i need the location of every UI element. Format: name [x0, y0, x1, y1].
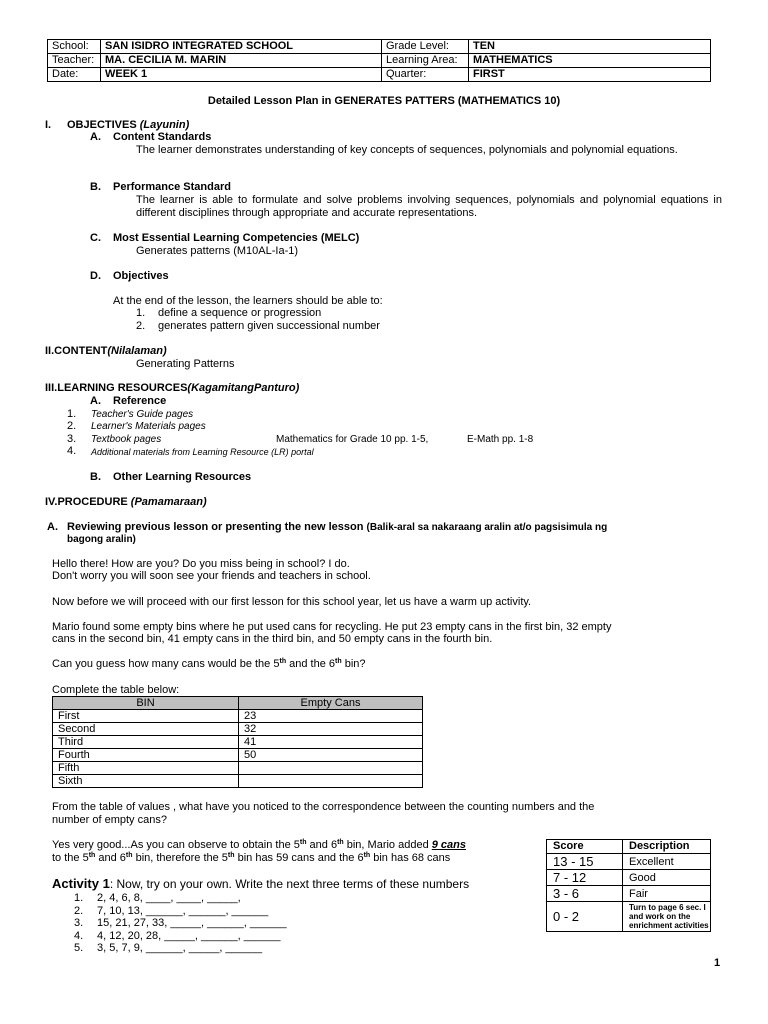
teacher-label: Teacher: — [48, 54, 101, 68]
objective-item: generates pattern given successional number — [158, 320, 380, 332]
objectives-d-title: Objectives — [113, 270, 169, 282]
score-cell: 3 - 6 — [547, 886, 623, 902]
activity-item: 7, 10, 13, ______, ______, ______ — [97, 905, 269, 917]
description-cell: Good — [623, 870, 711, 886]
bins-header-cans: Empty Cans — [239, 697, 423, 710]
score-table — [546, 839, 711, 932]
page-number: 1 — [714, 957, 721, 969]
cans-cell — [239, 762, 423, 775]
paragraph: Don't worry you will soon see your friends and teachers in school. — [52, 570, 371, 582]
area-value: MATHEMATICS — [469, 54, 711, 68]
date-value: WEEK 1 — [101, 68, 382, 82]
table-row — [547, 870, 711, 886]
table-row — [547, 886, 711, 902]
procedure-a-subtitle: bagong aralin) — [67, 534, 136, 545]
content-heading: II.CONTENT(Nilalaman) — [45, 345, 167, 357]
description-cell: Excellent — [623, 854, 711, 870]
textbook-ref-2: E-Math pp. 1-8 — [467, 434, 534, 445]
resource-item-num: 4. — [67, 445, 77, 457]
explanation: to the 5th and 6th bin, therefore the 5th bin has 59 cans and the 6th bin has 68 cans — [52, 852, 451, 864]
activity-item: 4, 12, 20, 28, _____, ______, ______ — [97, 930, 281, 942]
procedure-a-title: Reviewing previous lesson or presenting the new lesson (Balik-aral sa nakaraang aralin at/o pagsisimula ng — [67, 521, 608, 533]
bin-cell: Fifth — [53, 762, 239, 775]
cans-cell: 50 — [239, 749, 423, 762]
paragraph: Mario found some empty bins where he put used cans for recycling. He put 23 empty cans in the first bin, 32 empty — [52, 621, 612, 633]
reference-title: Reference — [113, 395, 167, 407]
activity-item-num: 2. — [74, 905, 84, 917]
cans-cell — [239, 775, 423, 788]
cans-cell: 41 — [239, 736, 423, 749]
area-label: Learning Area: — [382, 54, 469, 68]
resource-item-num: 2. — [67, 420, 77, 432]
bin-cell: First — [53, 710, 239, 723]
document-title: Detailed Lesson Plan in GENERATES PATTERS (MATHEMATICS 10) — [207, 95, 561, 107]
bin-cell: Fourth — [53, 749, 239, 762]
header-row — [48, 54, 711, 68]
reference-num: A. — [90, 395, 101, 407]
bins-table — [52, 696, 423, 788]
melc-title: Most Essential Learning Competencies (MELC) — [113, 232, 360, 244]
paragraph: number of empty cans? — [52, 814, 167, 826]
other-resources-title: Other Learning Resources — [113, 471, 252, 483]
paragraph: From the table of values , what have you noticed to the correspondence between the counting numbers and the — [52, 801, 595, 813]
bin-cell: Second — [53, 723, 239, 736]
table-row — [53, 775, 423, 788]
performance-standard-title: Performance Standard — [113, 181, 231, 193]
activity-item: 15, 21, 27, 33, _____, ______, ______ — [97, 917, 287, 929]
teacher-value: MA. CECILIA M. MARIN — [101, 54, 382, 68]
resource-item: Additional materials from Learning Resource (LR) portal — [91, 447, 314, 457]
content-standards-text: The learner demonstrates understanding of key concepts of sequences, polynomials and polynomial equations. — [136, 144, 678, 156]
table-row — [53, 723, 423, 736]
other-resources-num: B. — [90, 471, 101, 483]
question: Can you guess how many cans would be the 5th and the 6th bin? — [52, 658, 366, 670]
score-header: Score — [547, 840, 623, 854]
table-row — [53, 762, 423, 775]
description-header: Description — [623, 840, 711, 854]
activity-heading: Activity 1: Now, try on your own. Write the next three terms of these numbers — [52, 876, 470, 891]
objectives-intro: At the end of the lesson, the learners should be able to: — [113, 295, 383, 307]
resource-item: Textbook pages — [91, 434, 162, 445]
content-standards-title: Content Standards — [113, 131, 212, 143]
score-table-header — [547, 840, 711, 854]
grade-value: TEN — [469, 40, 711, 54]
paragraph: cans in the second bin, 41 empty cans in the third bin, and 50 empty cans in the fourth bin. — [52, 633, 493, 645]
objectives-d-num: D. — [90, 270, 101, 282]
explanation: Yes very good...As you can observe to obtain the 5th and 6th bin, Mario added 9 cans — [52, 839, 466, 851]
melc-text: Generates patterns (M10AL-Ia-1) — [136, 245, 299, 257]
bin-cell: Third — [53, 736, 239, 749]
cans-cell: 32 — [239, 723, 423, 736]
bins-table-header — [53, 697, 423, 710]
activity-item-num: 4. — [74, 930, 84, 942]
content-text: Generating Patterns — [136, 358, 235, 370]
quarter-label: Quarter: — [382, 68, 469, 82]
school-label: School: — [48, 40, 101, 54]
score-cell: 13 - 15 — [547, 854, 623, 870]
header-row — [48, 40, 711, 54]
table-row — [53, 749, 423, 762]
school-value: SAN ISIDRO INTEGRATED SCHOOL — [101, 40, 382, 54]
procedure-a-num: A. — [47, 521, 58, 533]
objective-item-num: 2. — [136, 320, 146, 332]
quarter-value: FIRST — [469, 68, 711, 82]
table-row — [547, 902, 711, 932]
header-row — [48, 68, 711, 82]
score-cell: 0 - 2 — [547, 902, 623, 932]
score-cell: 7 - 12 — [547, 870, 623, 886]
paragraph: Now before we will proceed with our first lesson for this school year, let us have a warm up activity. — [52, 596, 532, 608]
bin-cell: Sixth — [53, 775, 239, 788]
activity-item-num: 5. — [74, 942, 84, 954]
performance-standard-num: B. — [90, 181, 101, 193]
description-cell: Fair — [623, 886, 711, 902]
resource-item: Teacher's Guide pages — [91, 409, 194, 420]
activity-item: 3, 5, 7, 9, ______, _____, ______ — [97, 942, 263, 954]
melc-num: C. — [90, 232, 101, 244]
header-table — [47, 39, 711, 82]
objective-item-num: 1. — [136, 307, 146, 319]
resource-item-num: 3. — [67, 433, 77, 445]
performance-standard-text: The learner is able to formulate and solve problems involving sequences, polynomials and polynomial equations in different disciplines through appropriate and accurate representations. — [136, 194, 722, 219]
grade-label: Grade Level: — [382, 40, 469, 54]
activity-item-num: 1. — [74, 892, 84, 904]
resource-item: Learner's Materials pages — [91, 421, 206, 432]
cans-cell: 23 — [239, 710, 423, 723]
activity-item-num: 3. — [74, 917, 84, 929]
objectives-heading-num: I. — [45, 119, 52, 131]
table-intro: Complete the table below: — [52, 684, 180, 696]
date-label: Date: — [48, 68, 101, 82]
table-row — [53, 736, 423, 749]
procedure-heading: IV.PROCEDURE (Pamamaraan) — [45, 496, 207, 508]
resource-item-num: 1. — [67, 408, 77, 420]
bins-header-bin: BIN — [53, 697, 239, 710]
objective-item: define a sequence or progression — [158, 307, 322, 319]
table-row — [53, 710, 423, 723]
resources-heading: III.LEARNING RESOURCES(KagamitangPanturo) — [45, 382, 300, 394]
paragraph: Hello there! How are you? Do you miss being in school? I do. — [52, 558, 350, 570]
textbook-ref-1: Mathematics for Grade 10 pp. 1-5, — [276, 434, 429, 445]
table-row — [547, 854, 711, 870]
content-standards-num: A. — [90, 131, 101, 143]
activity-item: 2, 4, 6, 8, ____, ____, _____, — [97, 892, 241, 904]
description-cell: Turn to page 6 sec. I and work on the enrichment activities — [623, 902, 711, 932]
objectives-heading: OBJECTIVES (Layunin) — [67, 119, 190, 131]
